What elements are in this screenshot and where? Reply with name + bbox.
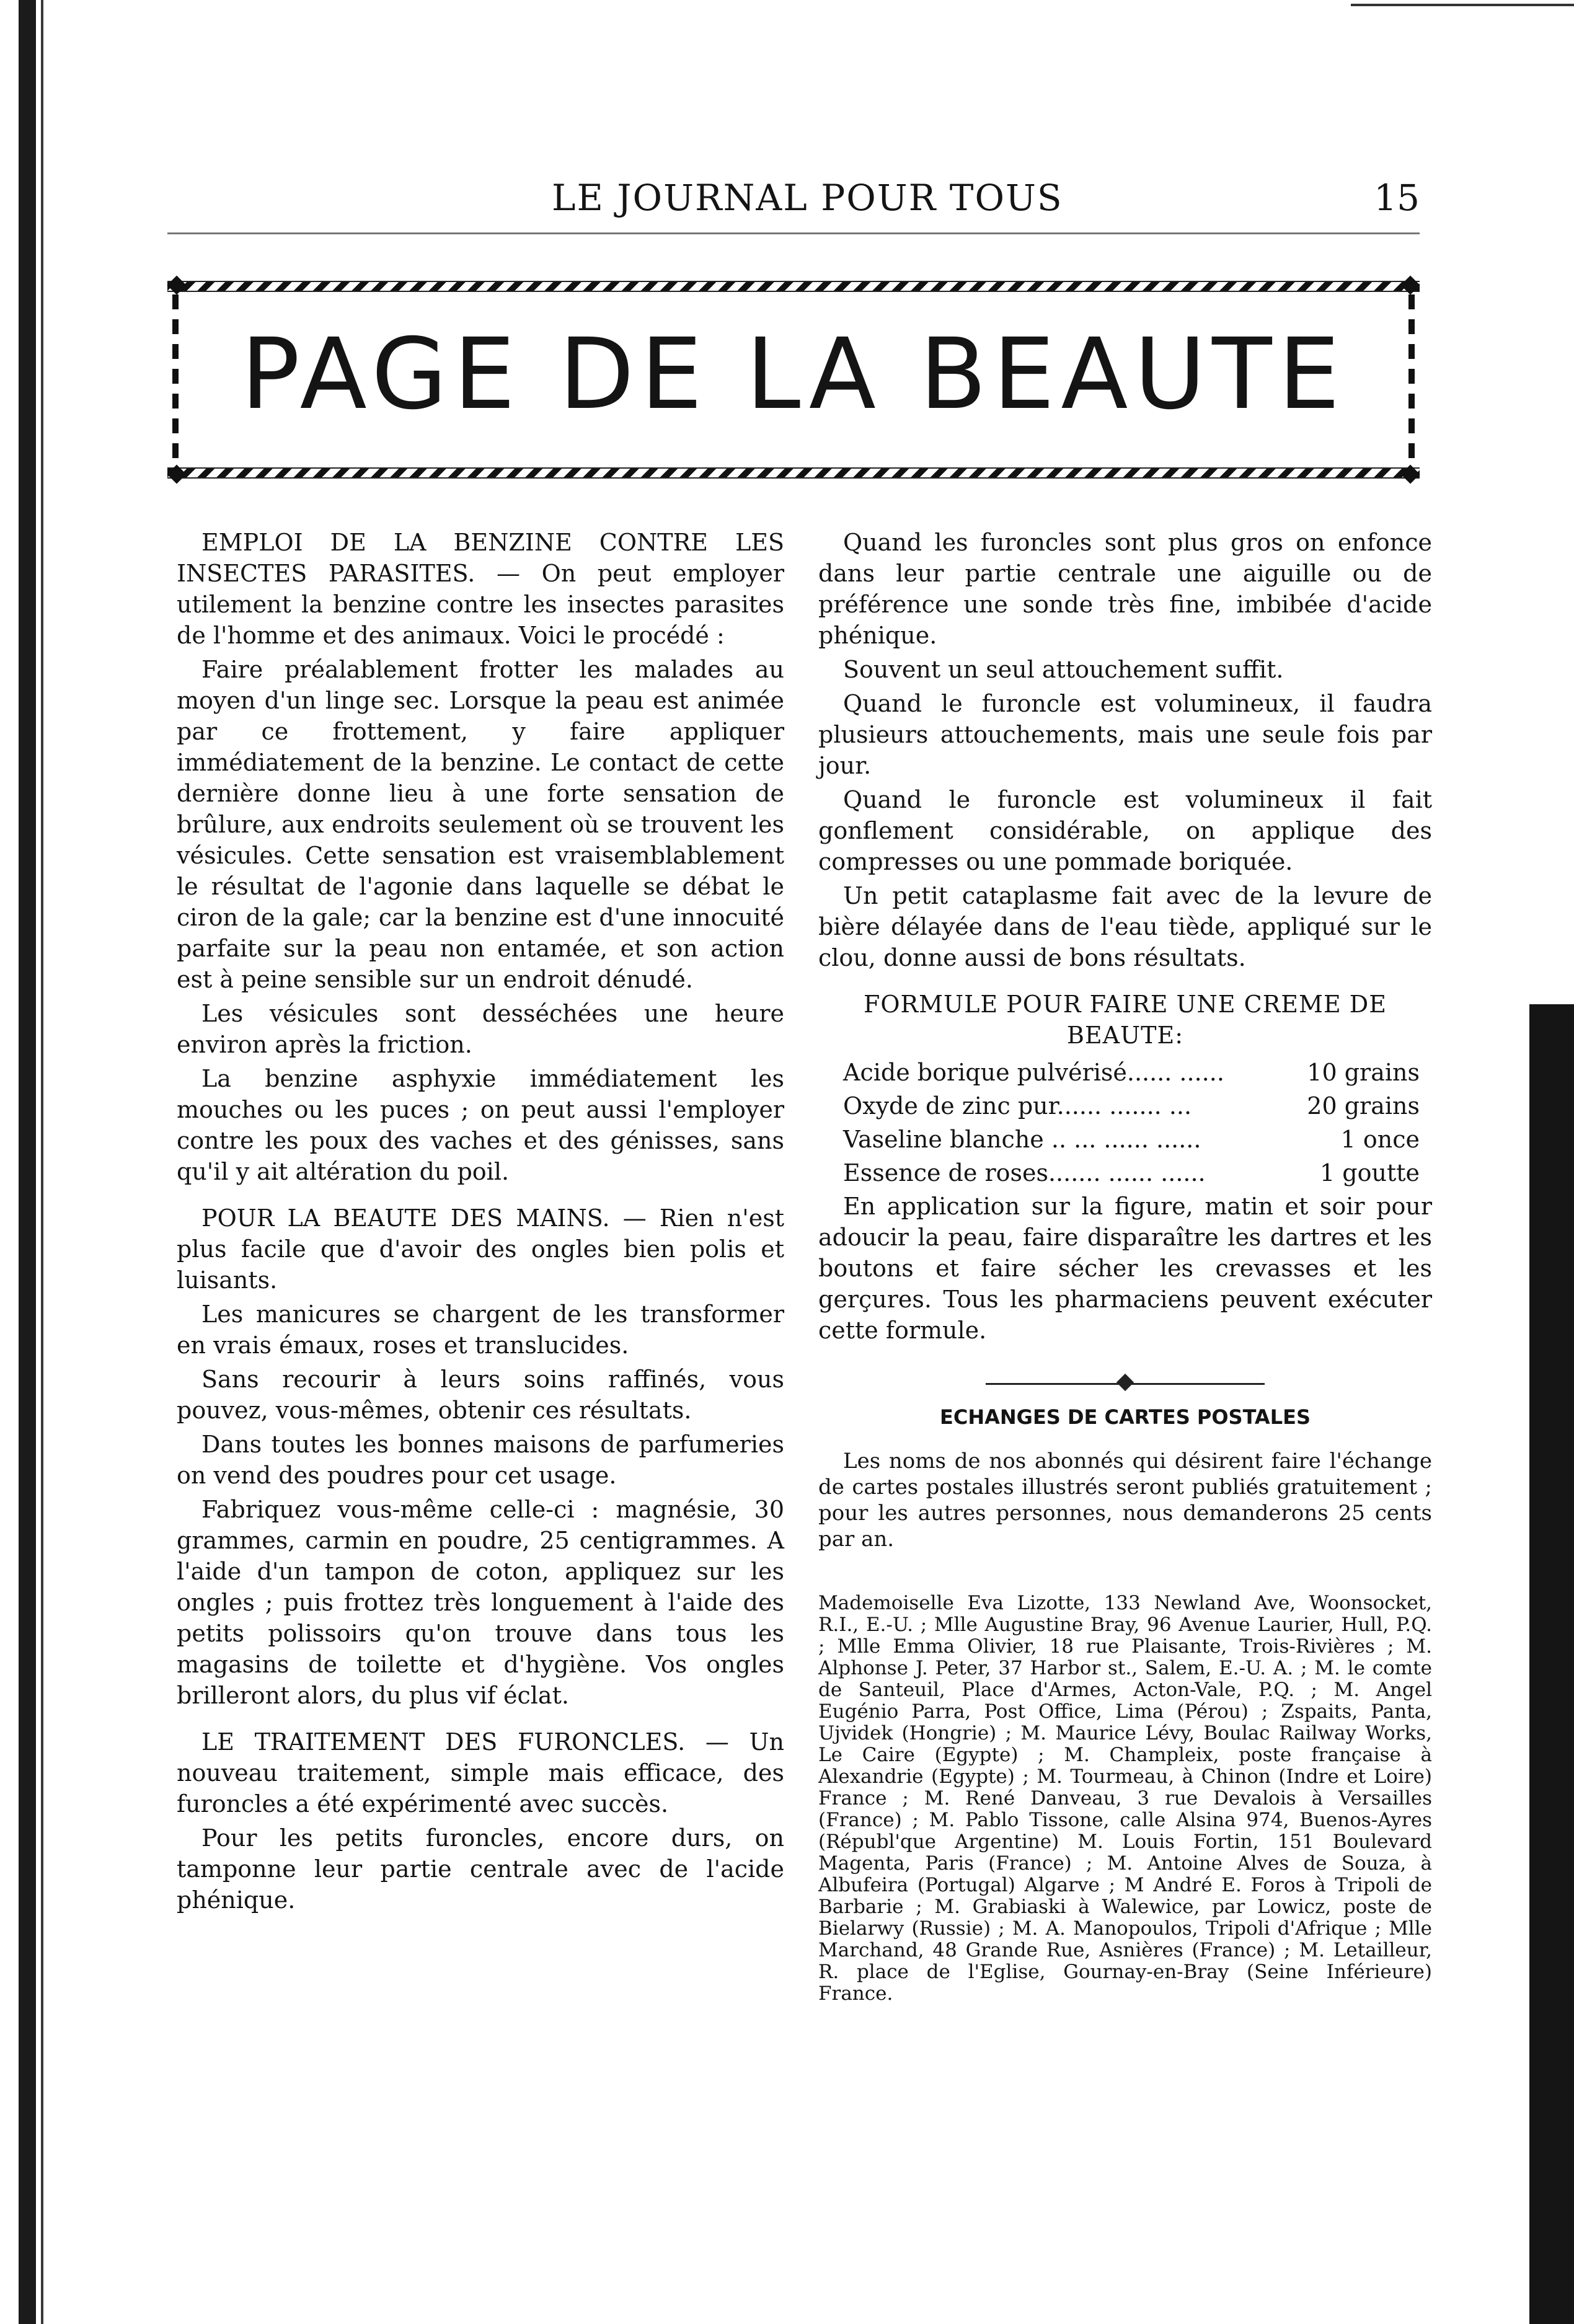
paragraph: Souvent un seul attouchement suffit.	[843, 656, 1284, 683]
article-furoncles	[177, 1726, 784, 1915]
right-column	[818, 527, 1432, 2005]
recipe-quantity: 1 once	[1340, 1126, 1420, 1153]
scan-left-edge	[19, 0, 36, 2324]
echanges-heading: ECHANGES DE CARTES POSTALES	[940, 1405, 1311, 1429]
recipe-row	[818, 1090, 1432, 1121]
page-number: 15	[1374, 177, 1420, 219]
paragraph: Quand les furoncles sont plus gros on enfonce dans leur partie centrale une aiguille ou de préférence une sonde très fine, imbibée d'acide phénique.	[818, 529, 1432, 649]
running-header	[167, 177, 1420, 234]
scan-right-edge	[1529, 1004, 1574, 2324]
recipe-row	[818, 1157, 1432, 1188]
article-furoncles-suite	[818, 527, 1432, 973]
paragraph: Dans toutes les bonnes maisons de parfumeries on vend des poudres pour cet usage.	[177, 1431, 784, 1489]
echanges-listings: Mademoiselle Eva Lizotte, 133 Newland Ave, Woonsocket, R.I., E.-U. ; Mlle Augustine Bray, 96 Avenue Laurier, Hull, P.Q. ; Mlle Emma Olivier, 18 rue Plaisante, Trois-Rivières ; M. Alphonse J. Peter, 37 Harbor st., Salem, E.-U. A. ; M. le comte de Santeuil, Place d'Armes, Acton-Vale, P.Q. ; M. Angel Eugénio Parra, Post Office, Lima (Pérou) ; Zspaits, Panta, Ujvidek (Hongrie) ; M. Maurice Lévy, Boulac Railway Works, Le Caire (Egypte) ; M. Champleix, poste française à Alexandrie (Egypte) ; M. Tourmeau, à Chinon (Indre et Loire) France ; M. René Danveau, 3 rue Devalois à Versailles (France) ; M. Pablo Tissone, calle Alsina 974, Buenos-Ayres (Républ'que Argentine) M. Louis Fortin, 151 Boulevard Magenta, Paris (France) ; M. Antoine Alves de Souza, à Albufeira (Portugal) Algarve ; M André E. Foros à Tripoli de Barbarie ; M. Grabiaski à Walewice, par Lowicz, poste de Bielarwy (Russie) ; M. A. Manopoulos, Tripoli d'Afrique ; Mlle Marchand, 48 Grande Rue, Asnières (France) ; M. Letailleur, R. place de l'Eglise, Gournay-en-Bray (Seine Inférieure) France.	[818, 1592, 1432, 2005]
left-column	[177, 527, 784, 1919]
paragraph: Les vésicules sont desséchées une heure environ après la friction.	[177, 1000, 784, 1058]
scan-left-rule	[41, 0, 43, 2324]
paragraph: Quand le furoncle est volumineux il fait gonflement considérable, on applique des compresses ou une pommade boriquée.	[818, 786, 1432, 875]
creme-instructions: En application sur la figure, matin et soir pour adoucir la peau, faire disparaître les dartres et les boutons et faire sécher les crevasses et les gerçures. Tous les pharmaciens peuvent exécuter cette formule.	[818, 1193, 1432, 1344]
paragraph: Les manicures se chargent de les transformer en vrais émaux, roses et translucides.	[177, 1301, 784, 1359]
paragraph: Sans recourir à leurs soins raffinés, vous pouvez, vous-mêmes, obtenir ces résultats.	[177, 1366, 784, 1424]
paragraph: POUR LA BEAUTE DES MAINS. — Rien n'est plus facile que d'avoir des ongles bien polis et luisants.	[177, 1204, 784, 1294]
article-benzine	[177, 527, 784, 1187]
paragraph: Fabriquez vous-même celle-ci : magnésie, 30 grammes, carmin en poudre, 25 centigrammes. A l'aide d'un tampon de coton, appliquez sur les ongles ; puis frottez très longuement à l'aide des petits polissoirs qu'on trouve dans tous les magasins de toilette et d'hygiène. Vos ongles brilleront alors, du plus vif éclat.	[177, 1496, 784, 1709]
recipe-ingredient: Essence de roses....... ...... ......	[843, 1159, 1206, 1186]
recipe-quantity: 20 grains	[1307, 1092, 1420, 1120]
paragraph: La benzine asphyxie immédiatement les mouches ou les puces ; on peut aussi l'employer contre les poux des vaches et des génisses, sans qu'il y ait altération du poil.	[177, 1065, 784, 1185]
article-mains	[177, 1203, 784, 1711]
ornamental-border-bottom	[167, 467, 1420, 479]
recipe-ingredient: Oxyde de zinc pur...... ....... ...	[843, 1092, 1192, 1120]
diamond-ornament-icon	[1116, 1374, 1134, 1391]
paragraph: EMPLOI DE LA BENZINE CONTRE LES INSECTES PARASITES. — On peut employer utilement la benzine contre les insectes parasites de l'homme et des animaux. Voici le procédé :	[177, 529, 784, 649]
scan-top-rule	[1351, 4, 1574, 6]
paragraph: Un petit cataplasme fait avec de la levure de bière délayée dans de l'eau tiède, appliqué sur le clou, donne aussi de bons résultats.	[818, 882, 1432, 971]
recipe-ingredient: Acide borique pulvérisé...... ......	[843, 1059, 1224, 1086]
page-title: PAGE DE LA BEAUTE	[241, 317, 1346, 431]
recipe-row	[818, 1124, 1432, 1155]
creme-heading: FORMULE POUR FAIRE UNE CREME DE BEAUTE:	[864, 991, 1387, 1049]
journal-title: LE JOURNAL POUR TOUS	[552, 177, 1063, 219]
ornamental-border-top	[167, 281, 1420, 292]
echanges-notice: Les noms de nos abonnés qui désirent faire l'échange de cartes postales illustrés seront publiés gratuitement ; pour les autres personnes, nous demanderons 25 cents par an.	[818, 1449, 1432, 1552]
paragraph: Pour les petits furoncles, encore durs, on tamponne leur partie centrale avec de l'acide phénique.	[177, 1824, 784, 1914]
section-divider	[986, 1380, 1265, 1386]
title-frame	[167, 276, 1420, 484]
paragraph: Quand le furoncle est volumineux, il faudra plusieurs attouchements, mais une seule fois par jour.	[818, 690, 1432, 779]
recipe-quantity: 10 grains	[1307, 1059, 1420, 1086]
recipe-row	[818, 1057, 1432, 1088]
paragraph: LE TRAITEMENT DES FURONCLES. — Un nouveau traitement, simple mais efficace, des furoncles a été expérimenté avec succès.	[177, 1728, 784, 1818]
recipe-list	[818, 1057, 1432, 1188]
paragraph: Faire préalablement frotter les malades au moyen d'un linge sec. Lorsque la peau est animée par ce frottement, y faire appliquer immédiatement de la benzine. Le contact de cette dernière donne lieu à une forte sensation de brûlure, aux endroits seulement où se trouvent les vésicules. Cette sensation est vraisemblablement le résultat de l'agonie dans laquelle se débat le ciron de la gale; car la benzine est d'une innocuité parfaite sur la peau non entamée, et son action est à peine sensible sur un endroit dénudé.	[177, 656, 784, 993]
recipe-ingredient: Vaseline blanche .. ... ...... ......	[843, 1126, 1201, 1153]
recipe-quantity: 1 goutte	[1320, 1159, 1420, 1186]
